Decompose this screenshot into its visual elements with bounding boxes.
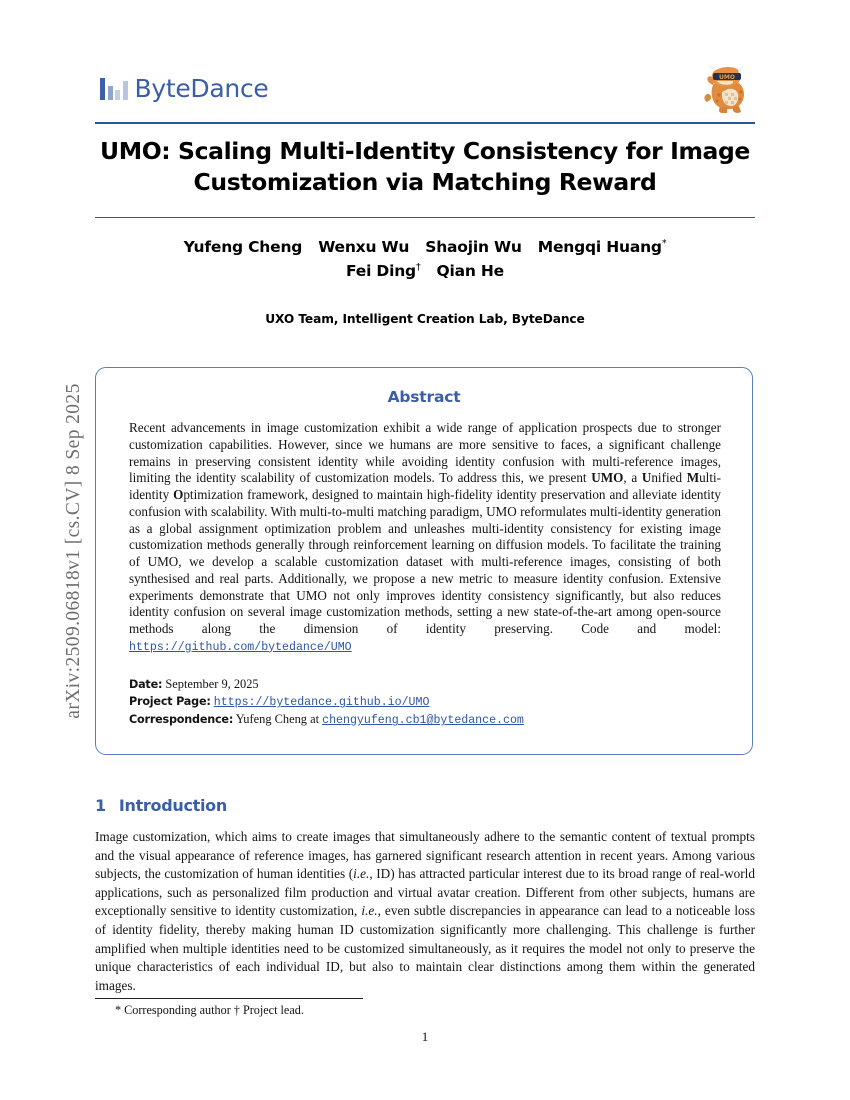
abstract-text [129, 420, 721, 657]
meta-correspondence-row [129, 711, 721, 729]
author-name: Shaojin Wu [425, 238, 522, 256]
paper-page [95, 0, 755, 1100]
page-number: 1 [421, 1029, 429, 1044]
meta-date-row [129, 676, 721, 693]
meta-correspondence-name: Yufeng Cheng at [235, 712, 320, 727]
meta-project-link[interactable]: https://bytedance.github.io/UMO [213, 696, 430, 710]
abstract-part-6: framework, designed to maintain high-fidelity identity preservation and alleviate identity confusion with scalability. With multi-to-multi matching paradigm, UMO reformulates multi-identity generation as a global assignment optimization problem and unleashes multi-identity consistency for existing image customization methods generally through reinforcement learning on diffusion models. To facilitate the training of UMO, we develop a scalable customization dataset with multi-reference images, consisting of both synthesised and real parts. Additionally, we propose a new metric to measure identity confusion. Extensive experiments demonstrate that UMO not only improves identity consistency significantly, but also reduces identity confusion on several image customization methods, setting a new state-of-the-art among open-source methods along the dimension of identity preserving. Code and model: [129, 487, 721, 636]
section-heading-introduction [95, 796, 227, 815]
intro-part-3: , even subtle discrepancies in appearance can lead to a noticeable loss of identity fidelity, thereby making human ID customization significantly more challenging. This challenge is further amplified when multiple identities need to be customized simultaneously, as it requires the model not only to preserve the unique characteristics of each individual ID, but also to maintain clear distinctions among them within the generated images. [95, 903, 755, 993]
abstract-part-5: ptimization [183, 487, 244, 502]
author-name: Fei Ding [346, 261, 416, 280]
author-row-1 [95, 236, 755, 260]
abstract-bold-m: M [686, 470, 700, 486]
umo-dinosaur-mascot-icon [701, 62, 753, 116]
author-name: Qian He [436, 261, 504, 280]
introduction-paragraph [95, 828, 755, 995]
abstract-part-1: Recent advancements in image customization exhibit a wide range of application prospects due to stronger customization capabilities. However, since we humans are more sensitive to faces, a significant challenge remains in preserving consistent identity while avoiding identity confusion with multi-reference images, limiting the identity scalability of customization models. To address this, we present [129, 420, 721, 486]
author-name: Yufeng Cheng [183, 238, 303, 256]
meta-correspondence-email[interactable]: chengyufeng.cb1@bytedance.com [322, 714, 524, 728]
author-mark: * [661, 237, 667, 249]
arxiv-stamp: arXiv:2509.06818v1 [cs.CV] 8 Sep 2025 [63, 383, 84, 719]
abstract-box [95, 367, 753, 755]
meta-date-value: September 9, 2025 [165, 677, 259, 691]
affiliation: UXO Team, Intelligent Creation Lab, ByteDance [265, 312, 585, 326]
bytedance-logo-text: ByteDance [134, 74, 269, 103]
footnote-text: * Corresponding author † Project lead. [115, 1003, 304, 1017]
intro-part-1: Image customization, which aims to create images that simultaneously adhere to the semantic content of textual prompts and the visual appearance of reference images, has garnered significant research attention in recent years. Among various subjects, the customization of human identities ( [95, 829, 755, 882]
abstract-bold-u: U [641, 470, 652, 486]
bytedance-logo-bars-icon [100, 74, 128, 100]
section-title: Introduction [118, 796, 227, 815]
footnote-rule [95, 998, 363, 999]
abstract-part-4: ulti-identity [129, 470, 721, 502]
page-title: UMO: Scaling Multi-Identity Consistency for Image Customization via Matching Reward [100, 137, 750, 197]
author-name: Wenxu Wu [318, 238, 410, 256]
abstract-code-link[interactable]: https://github.com/bytedance/UMO [129, 640, 352, 654]
abstract-part-2: , a [623, 470, 642, 486]
abstract-bold-o: O [173, 487, 184, 502]
abstract-heading: Abstract [387, 388, 461, 406]
intro-italic-ie-1: i.e. [353, 866, 370, 882]
paper-header [95, 0, 755, 124]
abstract-part-3: nified [651, 470, 687, 486]
meta-project-label: Project Page: [129, 695, 211, 709]
header-rule [95, 122, 755, 124]
meta-date-label: Date: [129, 678, 163, 691]
author-name: Mengqi Huang [537, 238, 662, 256]
intro-italic-ie-2: i.e. [361, 903, 378, 919]
bytedance-logo [100, 68, 268, 102]
meta-correspondence-label: Correspondence: [129, 713, 234, 727]
author-mark: † [415, 261, 421, 273]
title-rule [95, 217, 755, 218]
abstract-metadata [129, 676, 721, 730]
author-row-2 [95, 260, 755, 284]
section-number: 1 [95, 796, 106, 815]
meta-project-row [129, 693, 721, 711]
mascot-glasses-label: UMO [719, 74, 735, 81]
intro-part-2: , ID) has attracted particular interest due to its broad range of real-world applications, such as personalized film production and virtual avatar creation. Different from other subjects, humans are exceptionally sensitive to identity customization, [95, 866, 755, 919]
author-list [95, 236, 755, 283]
abstract-bold-umo: UMO [591, 470, 624, 486]
